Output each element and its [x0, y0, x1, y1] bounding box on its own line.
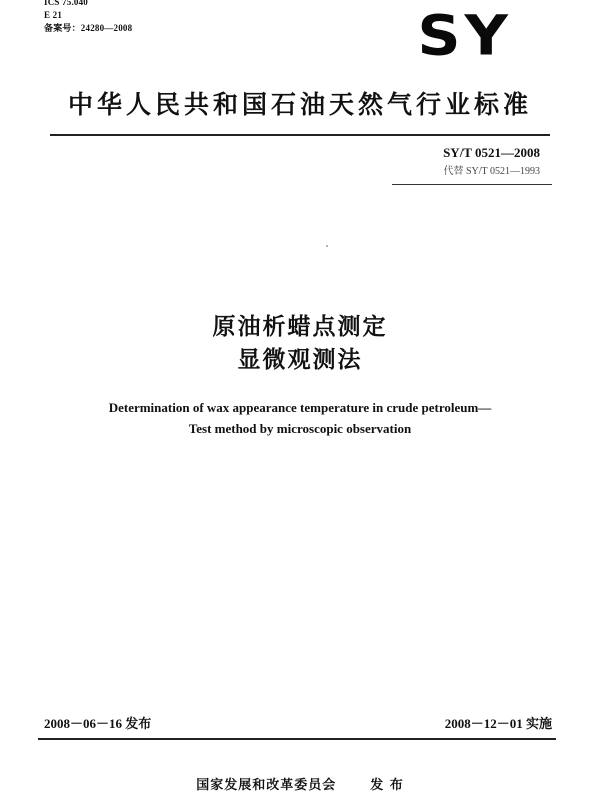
english-title-line-2: Test method by microscopic observation [188, 421, 412, 436]
record-number: 备案号：24280—2008 [44, 23, 133, 33]
issuer-organization: 国家发展和改革委员会 [196, 778, 337, 793]
classification-code: E 21 [44, 10, 63, 20]
standard-title: 中华人民共和国石油天然气行业标准 [67, 90, 532, 119]
issuer-line [0, 778, 600, 794]
chinese-title-line-2: 显微观测法 [237, 347, 363, 373]
number-divider [392, 184, 552, 185]
standard-number: SY/T 0521—2008 [443, 145, 540, 160]
sy-logo: SY [417, 3, 512, 69]
issuer-action: 发 布 [370, 778, 404, 793]
top-divider [50, 134, 550, 136]
replaces-note: 代替 SY/T 0521—1993 [443, 166, 540, 177]
english-title-line-1: Determination of wax appearance temperature in crude petroleum— [108, 400, 492, 415]
chinese-title-line-1: 原油析蜡点测定 [212, 314, 388, 340]
implementation-date: 2008－12－01 实施 [444, 716, 552, 731]
issue-date: 2008－06－16 发布 [44, 716, 152, 731]
bottom-divider [38, 738, 556, 740]
ics-code: ICS 75.040 [44, 0, 89, 7]
scan-speck [326, 245, 328, 247]
